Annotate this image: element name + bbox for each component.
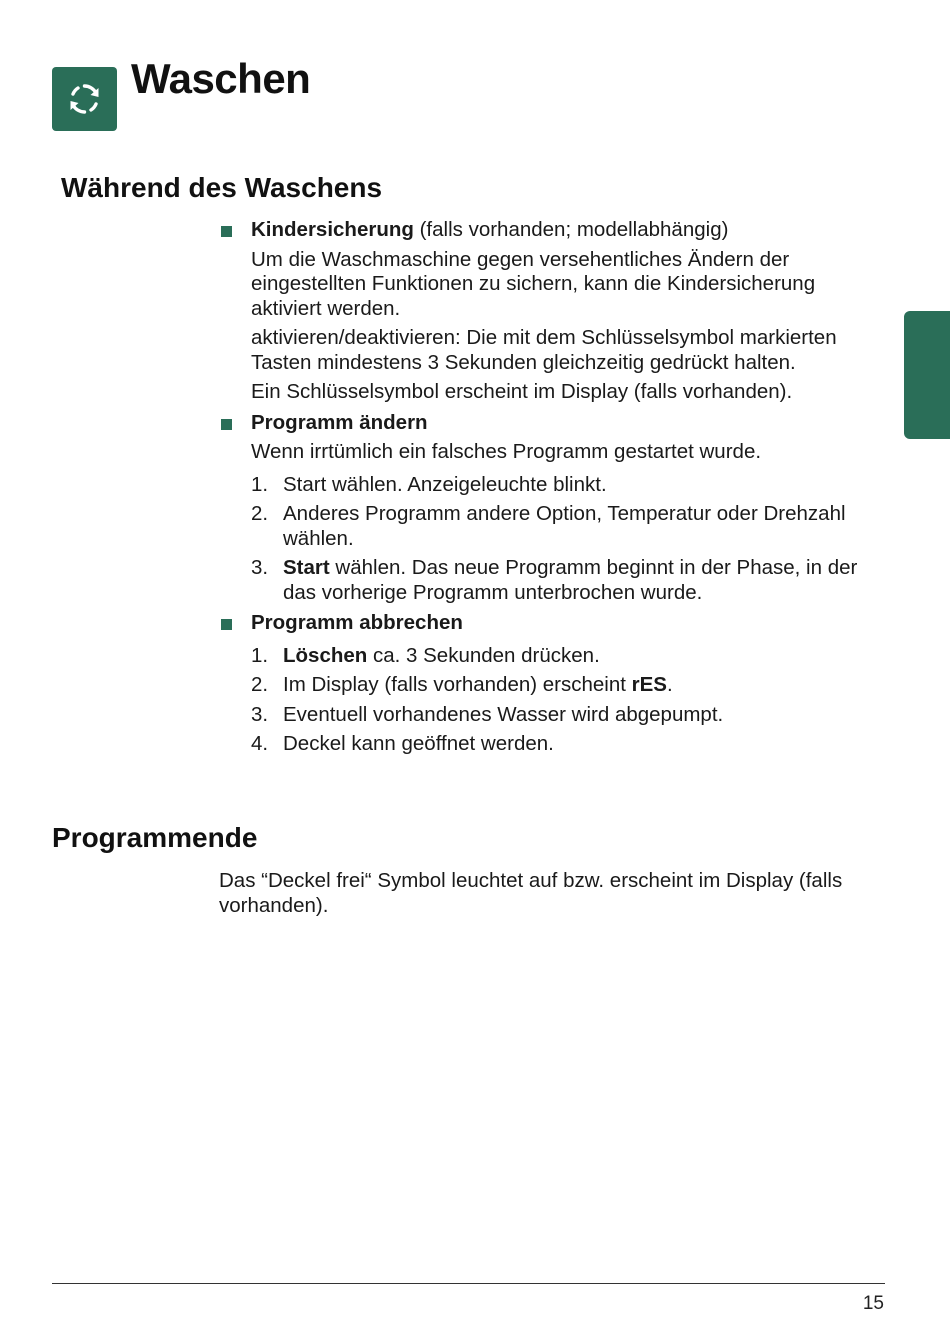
chapter-icon: [52, 67, 117, 131]
bullet-square-icon: [221, 226, 232, 237]
item-paragraph: aktivieren/deaktivieren: Die mit dem Schlüsselsymbol markierten Tasten mindestens 3 Sekunden gleichzeitig gedrückt halten.: [251, 326, 837, 374]
section-title-program-end: Programmende: [52, 822, 258, 853]
list-item-cancel-program: [219, 611, 879, 757]
item-title: Programm ändern: [251, 410, 428, 434]
step-list: [251, 473, 879, 606]
bullet-square-icon: [221, 419, 232, 430]
step-keyword: Löschen: [283, 643, 368, 667]
step-keyword: rES: [631, 673, 667, 696]
step-text: Eventuell vorhandenes Wasser wird abgepumpt.: [283, 702, 724, 726]
refresh-cycle-icon: [60, 75, 109, 123]
footer-divider: [52, 1283, 885, 1284]
step-number: 1.: [251, 643, 269, 667]
page-number: 15: [862, 1293, 884, 1314]
list-item-change-program: [219, 411, 879, 606]
step-item: [251, 502, 879, 551]
step-item: [251, 703, 879, 728]
step-item: [251, 673, 879, 698]
step-item: [251, 473, 879, 498]
step-text: ca. 3 Sekunden drücken.: [367, 643, 600, 667]
item-title: Kindersicherung: [251, 218, 414, 241]
step-keyword: Start: [283, 556, 330, 579]
chapter-side-tab: [904, 311, 950, 439]
step-number: 3.: [251, 702, 269, 726]
step-text: Deckel kann geöffnet werden.: [283, 732, 554, 755]
item-paragraph: Um die Waschmaschine gegen versehentliches Ändern der eingestellten Funktionen zu sichern, kann die Kindersicherung aktiviert werden.: [251, 247, 816, 320]
step-number: 3.: [251, 556, 269, 579]
step-number: 4.: [251, 732, 269, 755]
step-text: Anderes Programm andere Option, Temperatur oder Drehzahl wählen.: [283, 502, 846, 550]
section-title-during-wash: Während des Waschens: [61, 172, 383, 203]
chapter-title: Waschen: [131, 55, 311, 102]
during-wash-content: [219, 218, 879, 762]
item-paragraph: Wenn irrtümlich ein falsches Programm gestartet wurde.: [251, 440, 762, 463]
bullet-square-icon: [221, 619, 232, 630]
step-text-tail: .: [666, 673, 673, 696]
item-paragraph: Ein Schlüsselsymbol erscheint im Display (falls vorhanden).: [251, 380, 793, 403]
step-text: wählen. Das neue Programm beginnt in der Phase, in der das vorherige Programm unterbrochen wurde.: [283, 556, 858, 604]
step-text: Im Display (falls vorhanden) erscheint: [283, 673, 632, 696]
item-title-suffix: (falls vorhanden; modellabhängig): [413, 218, 729, 241]
program-end-text: Das “Deckel frei“ Symbol leuchtet auf bzw. erscheint im Display (falls vorhanden).: [219, 869, 843, 917]
step-item: [251, 644, 879, 669]
step-text: Start wählen. Anzeigeleuchte blinkt.: [283, 472, 607, 496]
step-item: [251, 732, 879, 757]
step-item: [251, 556, 879, 605]
item-title: Programm abbrechen: [251, 611, 463, 634]
step-list: [251, 644, 879, 757]
step-number: 2.: [251, 673, 269, 696]
list-item-child-lock: [219, 218, 879, 405]
step-number: 2.: [251, 502, 269, 525]
step-number: 1.: [251, 472, 269, 496]
